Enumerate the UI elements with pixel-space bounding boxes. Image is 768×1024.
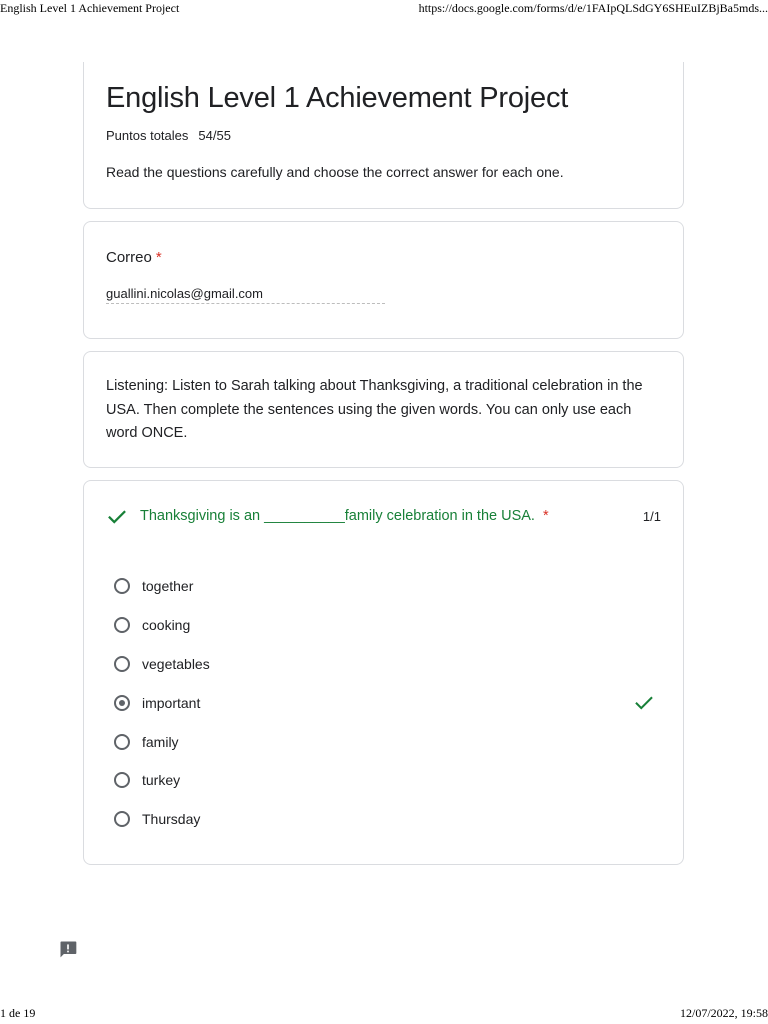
option-turkey[interactable] bbox=[114, 761, 210, 800]
option-family[interactable] bbox=[114, 722, 210, 761]
email-field: guallini.nicolas@gmail.com bbox=[106, 286, 385, 304]
total-points bbox=[106, 128, 231, 143]
option-label: Thursday bbox=[142, 811, 201, 828]
print-footer-page: 1 de 19 bbox=[0, 1006, 36, 1020]
radio-button[interactable] bbox=[114, 656, 130, 672]
option-label: important bbox=[142, 694, 201, 711]
form-header-card bbox=[83, 62, 684, 209]
print-header-url: https://docs.google.com/forms/d/e/1FAIpQLSdGY6SHEuIZBjBa5mds... bbox=[418, 1, 768, 15]
question-text bbox=[140, 508, 549, 524]
radio-button[interactable] bbox=[114, 811, 130, 827]
option-label: together bbox=[142, 578, 194, 595]
email-label bbox=[106, 249, 162, 266]
form-description: Read the questions carefully and choose the correct answer for each one. bbox=[106, 164, 564, 180]
required-mark: * bbox=[155, 249, 162, 266]
option-label: cooking bbox=[142, 617, 191, 634]
option-thursday[interactable] bbox=[114, 800, 210, 839]
print-header bbox=[0, 0, 768, 18]
question-text-content: Thanksgiving is an __________family celebration in the USA. bbox=[140, 508, 535, 524]
question-card bbox=[83, 480, 684, 865]
radio-button[interactable] bbox=[114, 734, 130, 750]
option-label: vegetables bbox=[142, 655, 210, 672]
print-header-title: English Level 1 Achievement Project bbox=[0, 1, 180, 15]
question-score: 1/1 bbox=[642, 509, 661, 524]
required-mark: * bbox=[543, 508, 549, 524]
answer-options bbox=[114, 567, 210, 839]
option-cooking[interactable] bbox=[114, 606, 210, 645]
radio-button-selected[interactable] bbox=[114, 695, 130, 711]
feedback-icon[interactable] bbox=[58, 939, 78, 959]
option-together[interactable] bbox=[114, 567, 210, 606]
option-important[interactable] bbox=[114, 683, 210, 722]
print-footer-date: 12/07/2022, 19:58 bbox=[679, 1006, 768, 1020]
option-label: family bbox=[142, 733, 179, 750]
option-label: turkey bbox=[142, 772, 181, 789]
check-icon bbox=[633, 692, 655, 714]
email-card bbox=[83, 221, 684, 339]
listening-instructions-card bbox=[83, 351, 684, 468]
check-icon bbox=[106, 506, 128, 528]
radio-button[interactable] bbox=[114, 578, 130, 594]
form-title: English Level 1 Achievement Project bbox=[106, 82, 569, 114]
total-points-label: Puntos totales bbox=[106, 128, 189, 143]
radio-button[interactable] bbox=[114, 617, 130, 633]
listening-instructions: Listening: Listen to Sarah talking about Thanksgiving, a traditional celebration in the USA. Then complete the sentences using the given words. You can only use each word ONCE. bbox=[106, 378, 643, 441]
email-label-text: Correo bbox=[106, 249, 152, 266]
print-footer bbox=[0, 1006, 768, 1024]
radio-button[interactable] bbox=[114, 772, 130, 788]
option-vegetables[interactable] bbox=[114, 645, 210, 684]
total-points-value: 54/55 bbox=[198, 128, 231, 143]
